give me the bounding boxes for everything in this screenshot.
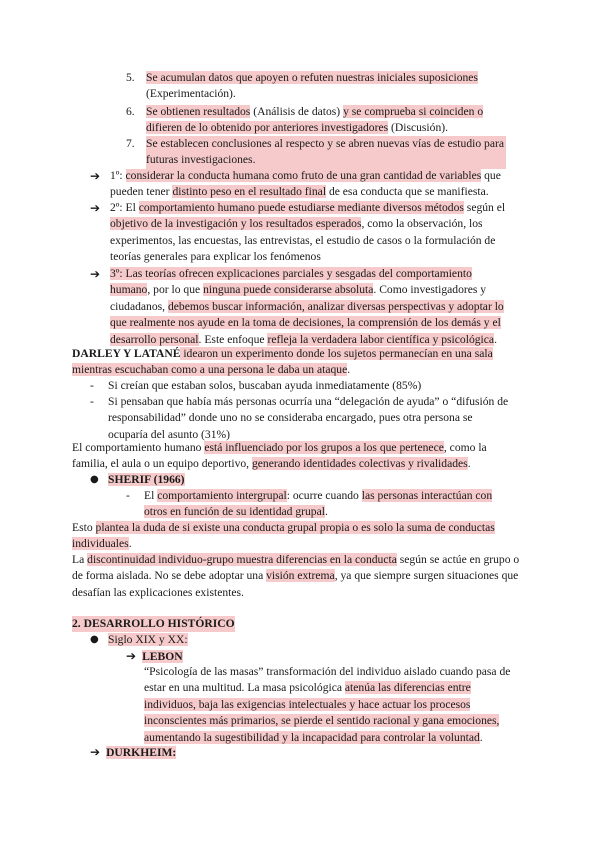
text-part: El comportamiento humano — [72, 441, 205, 454]
text-part: , por lo que — [147, 283, 204, 297]
text-highlight: 3º: Las teorías ofrecen explicaciones parciales y sesgadas del comportamiento humano — [110, 267, 472, 297]
item-number: 5. — [126, 71, 135, 84]
text-part: La — [72, 553, 88, 566]
text-part: que pueden tener — [110, 169, 501, 199]
lebon-heading — [126, 648, 183, 665]
text-part: transformación del individuo aislado cuando pasa de estar en una multitud. La masa psicológica — [144, 665, 511, 695]
dash-item-1 — [90, 378, 510, 394]
group-paragraph — [72, 440, 520, 473]
item-text: Si creían que estaban solos, buscaban ayuda inmediatamente (85%) — [108, 379, 422, 392]
text-part: El — [144, 489, 158, 502]
text-part: . — [347, 363, 351, 377]
text-part: . — [128, 537, 132, 551]
darley-name: DARLEY Y LATANÉ — [72, 347, 181, 360]
item-text-end: (Discusión). — [388, 121, 449, 135]
text-highlight: las personas interactúan con otros en función de su identidad grupal — [144, 489, 493, 519]
esto-paragraph — [72, 520, 520, 553]
section-heading: 2. DESARROLLO HISTÓRICO — [72, 616, 235, 632]
arrow-item-3 — [90, 266, 510, 348]
arrow-icon: ➔ — [90, 745, 101, 759]
sherif-label: SHERIF (1966) — [108, 473, 185, 486]
lebon-body — [144, 664, 516, 746]
numbered-item-5 — [126, 70, 506, 103]
text-part: según el — [463, 201, 506, 214]
numbered-item-7 — [126, 136, 506, 169]
text-part: . — [494, 332, 497, 346]
text-part: . Como investigadores y ciudadanos, — [110, 283, 487, 313]
text-highlight: plantea la duda de si existe una conducta grupal propia o es solo la suma de conductas individuales — [72, 521, 495, 551]
durkheim-label: DURKHEIM: — [106, 746, 177, 759]
dash-icon: - — [90, 379, 94, 392]
item-number: 6. — [126, 105, 135, 118]
siglo-bullet — [90, 632, 510, 648]
text-part: , ya que siempre surgen situaciones que desafían las explicaciones existentes. — [72, 569, 519, 599]
text-part: . — [479, 730, 483, 744]
item-number: 7. — [126, 137, 135, 150]
text-highlight: atenúa las diferencias entre individuos, baja las exigencias intelectuales y hace actuar los procesos inconscientes más primarios, se pierde el sentido racional y gana emociones, aumentando la sugestibilidad y la incapacidad para controlar la voluntad — [144, 681, 500, 744]
text-part: . Este enfoque — [198, 332, 268, 346]
sherif-bullet — [90, 472, 510, 488]
text-part: Esto — [72, 521, 96, 534]
text-part: , como la familia, el aula o un equipo deportivo, — [72, 441, 487, 471]
arrow-item-2 — [90, 200, 510, 266]
lebon-label: LEBON — [142, 650, 183, 663]
text-highlight: idearon un experimento donde los sujetos permanecían en una sala mientras escuchaban como a una persona le daba un ataque — [72, 347, 493, 377]
text-part: 2º: El — [110, 201, 139, 214]
item-text-mid: (Análisis de datos) — [250, 105, 344, 118]
numbered-item-6 — [126, 104, 506, 137]
text-highlight: ninguna puede considerarse absoluta — [203, 283, 374, 297]
item-text: Se establecen conclusiones al respecto y se abren nuevas vías de estudio para futuras investigaciones. — [146, 136, 506, 169]
text-part: “Psicología de las masas” — [144, 665, 264, 678]
text-highlight: generando identidades colectivas y rivalidades — [251, 457, 468, 471]
text-part: 1º: — [110, 169, 126, 182]
item-text-2: (Experimentación). — [146, 87, 236, 101]
arrow-icon: ➔ — [90, 169, 101, 183]
dash-icon: - — [126, 489, 130, 502]
text-highlight: considerar la conducta humana como fruto de una gran cantidad de variables — [125, 169, 482, 182]
discontinuity-paragraph — [72, 552, 520, 601]
sherif-dash-item — [126, 488, 516, 521]
text-part: . — [324, 505, 328, 519]
text-highlight: comportamiento humano puede estudiarse mediante diversos métodos — [138, 201, 464, 214]
item-text-hl: Se obtienen resultados — [146, 105, 251, 118]
text-part: según se actúe en grupo o de forma aislada. No se debe adoptar una — [72, 553, 520, 583]
arrow-icon: ➔ — [90, 267, 101, 281]
siglo-label: Siglo XIX y XX: — [108, 633, 188, 646]
text-highlight: está influenciado por los grupos a los que pertenece — [204, 441, 444, 454]
text-highlight: visión extrema — [266, 569, 335, 583]
text-highlight: comportamiento intergrupal — [157, 489, 287, 502]
arrow-item-1 — [90, 168, 510, 201]
text-part: , como la observación, los experimentos, las encuestas, las entrevistas, el estudio de casos o la formulación de teorías generales para explicar los fenómenos — [110, 217, 496, 264]
text-highlight: refleja la verdadera labor científica y psicológica — [267, 332, 495, 346]
arrow-icon: ➔ — [90, 201, 101, 215]
bullet-icon: ● — [90, 474, 99, 485]
item-text: Si pensaban que había más personas ocurría una “delegación de ayuda” o “difusión de responsabilidad” donde uno no se consideraba encargado, pues otra persona se ocuparía del asunto (31%) — [108, 395, 509, 441]
text-highlight: objetivo de la investigación y los resultados esperados — [110, 217, 362, 231]
durkheim-heading — [90, 744, 176, 761]
dash-item-2 — [90, 394, 510, 443]
arrow-icon: ➔ — [126, 649, 137, 663]
text-highlight: distinto peso en el resultado final — [172, 185, 327, 199]
darley-paragraph — [72, 346, 520, 379]
item-text: Se acumulan datos que apoyen o refuten nuestras iniciales suposiciones — [146, 71, 478, 84]
text-part: . — [467, 457, 471, 471]
text-part: : ocurre cuando — [286, 489, 362, 502]
item-text-hl2: y se comprueba si coinciden o difieren de lo obtenido por anteriores investigadores — [146, 105, 484, 135]
text-highlight: debemos buscar información, analizar diversas perspectivas y adoptar lo que realmente nos ayude en la toma de decisiones, la comprensión de los demás y el desarrollo personal — [110, 299, 504, 346]
dash-icon: - — [90, 395, 94, 408]
bullet-icon: ● — [90, 634, 99, 645]
text-part: de esa conducta que se manifiesta. — [326, 185, 489, 199]
text-highlight: discontinuidad individuo-grupo muestra diferencias en la conducta — [87, 553, 397, 566]
